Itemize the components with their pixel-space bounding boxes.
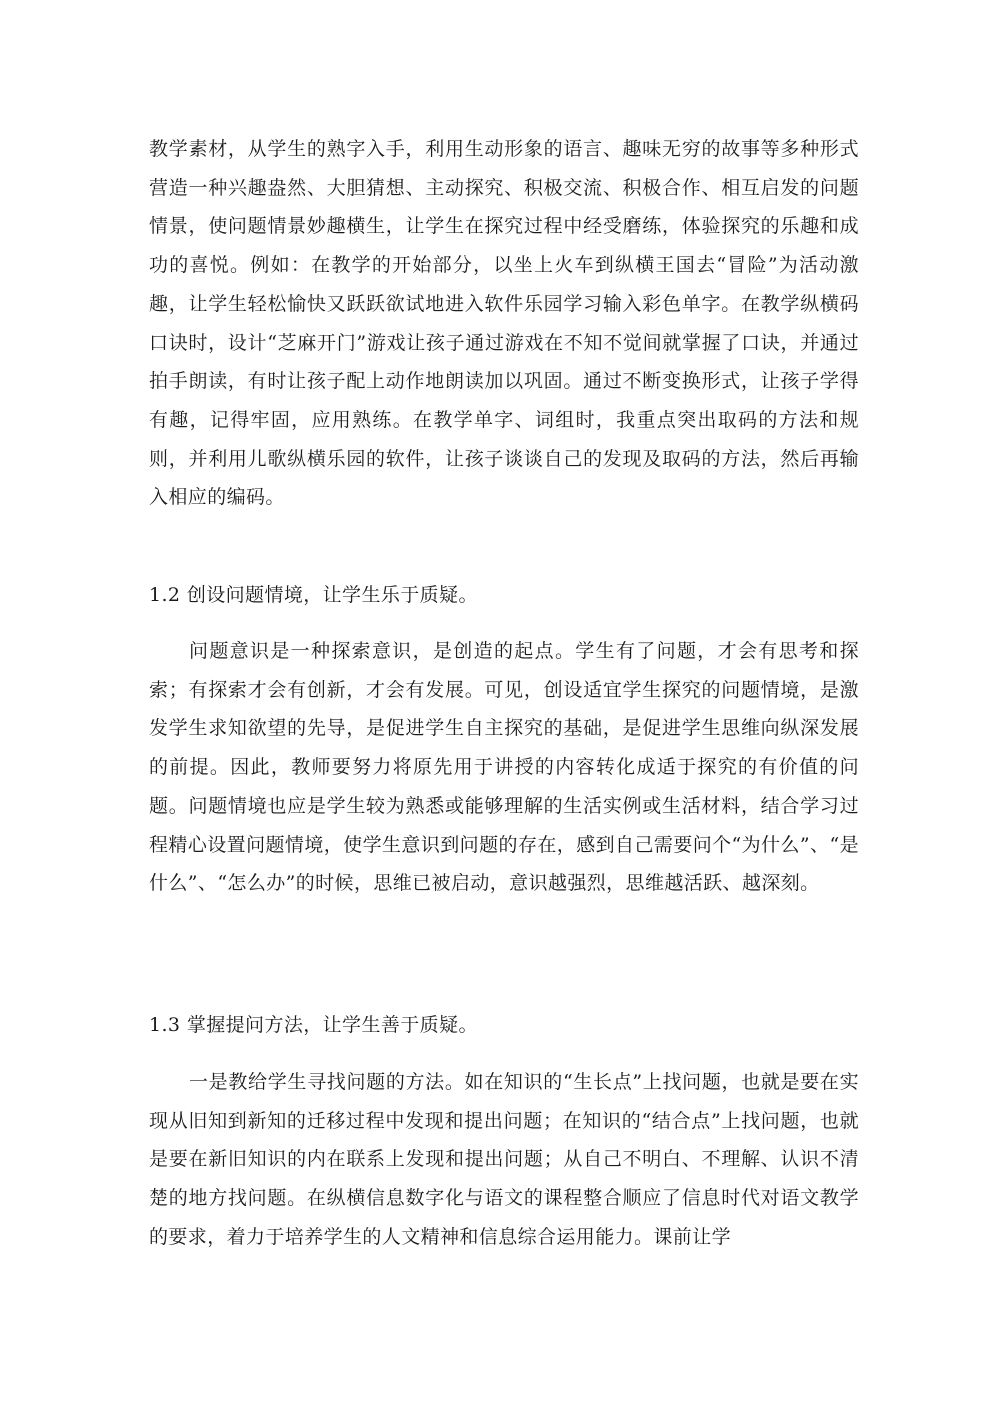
- section-heading-1-3: 1.3 掌握提问方法，让学生善于质疑。: [149, 1014, 478, 1036]
- body-paragraph-3: 一是教给学生寻找问题的方法。如在知识的“生长点”上找问题，也就是要在实现从旧知到新知的迁移过程中发现和提出问题；在知识的“结合点”上找问题，也就是要在新旧知识的内在联系上发现和提出问题；从自己不明白、不理解、认识不清楚的地方找问题。在纵横信息数字化与语文的课程整合顺应了信息时代对语文教学的要求，着力于培养学生的人文精神和信息综合运用能力。课前让学: [149, 1071, 859, 1248]
- body-paragraph-1: 教学素材，从学生的熟字入手，利用生动形象的语言、趣味无穷的故事等多种形式营造一种兴趣盎然、大胆猜想、主动探究、积极交流、积极合作、相互启发的问题情景，使问题情景妙趣横生，让学生在探究过程中经受磨练，体验探究的乐趣和成功的喜悦。例如：在教学的开始部分，以坐上火车到纵横王国去“冒险”为活动激趣，让学生轻松愉快又跃跃欲试地进入软件乐园学习输入彩色单字。在教学纵横码口诀时，设计“芝麻开门”游戏让孩子通过游戏在不知不觉间就掌握了口诀，并通过拍手朗读，有时让孩子配上动作地朗读加以巩固。通过不断变换形式，让孩子学得有趣，记得牢固，应用熟练。在教学单字、词组时，我重点突出取码的方法和规则，并利用儿歌纵横乐园的软件，让孩子谈谈自己的发现及取码的方法，然后再输入相应的编码。: [149, 138, 859, 509]
- section-heading-1-2: 1.2 创设问题情境，让学生乐于质疑。: [149, 584, 478, 606]
- body-paragraph-2: 问题意识是一种探索意识，是创造的起点。学生有了问题，才会有思考和探索；有探索才会有创新，才会有发展。可见，创设适宜学生探究的问题情境，是激发学生求知欲望的先导，是促进学生自主探究的基础，是促进学生思维向纵深发展的前提。因此，教师要努力将原先用于讲授的内容转化成适于探究的有价值的问题。问题情境也应是学生较为熟悉或能够理解的生活实例或生活材料，结合学习过程精心设置问题情境，使学生意识到问题的存在，感到自己需要问个“为什么”、“是什么”、“怎么办”的时候，思维已被启动，意识越强烈，思维越活跃、越深刻。: [149, 640, 859, 895]
